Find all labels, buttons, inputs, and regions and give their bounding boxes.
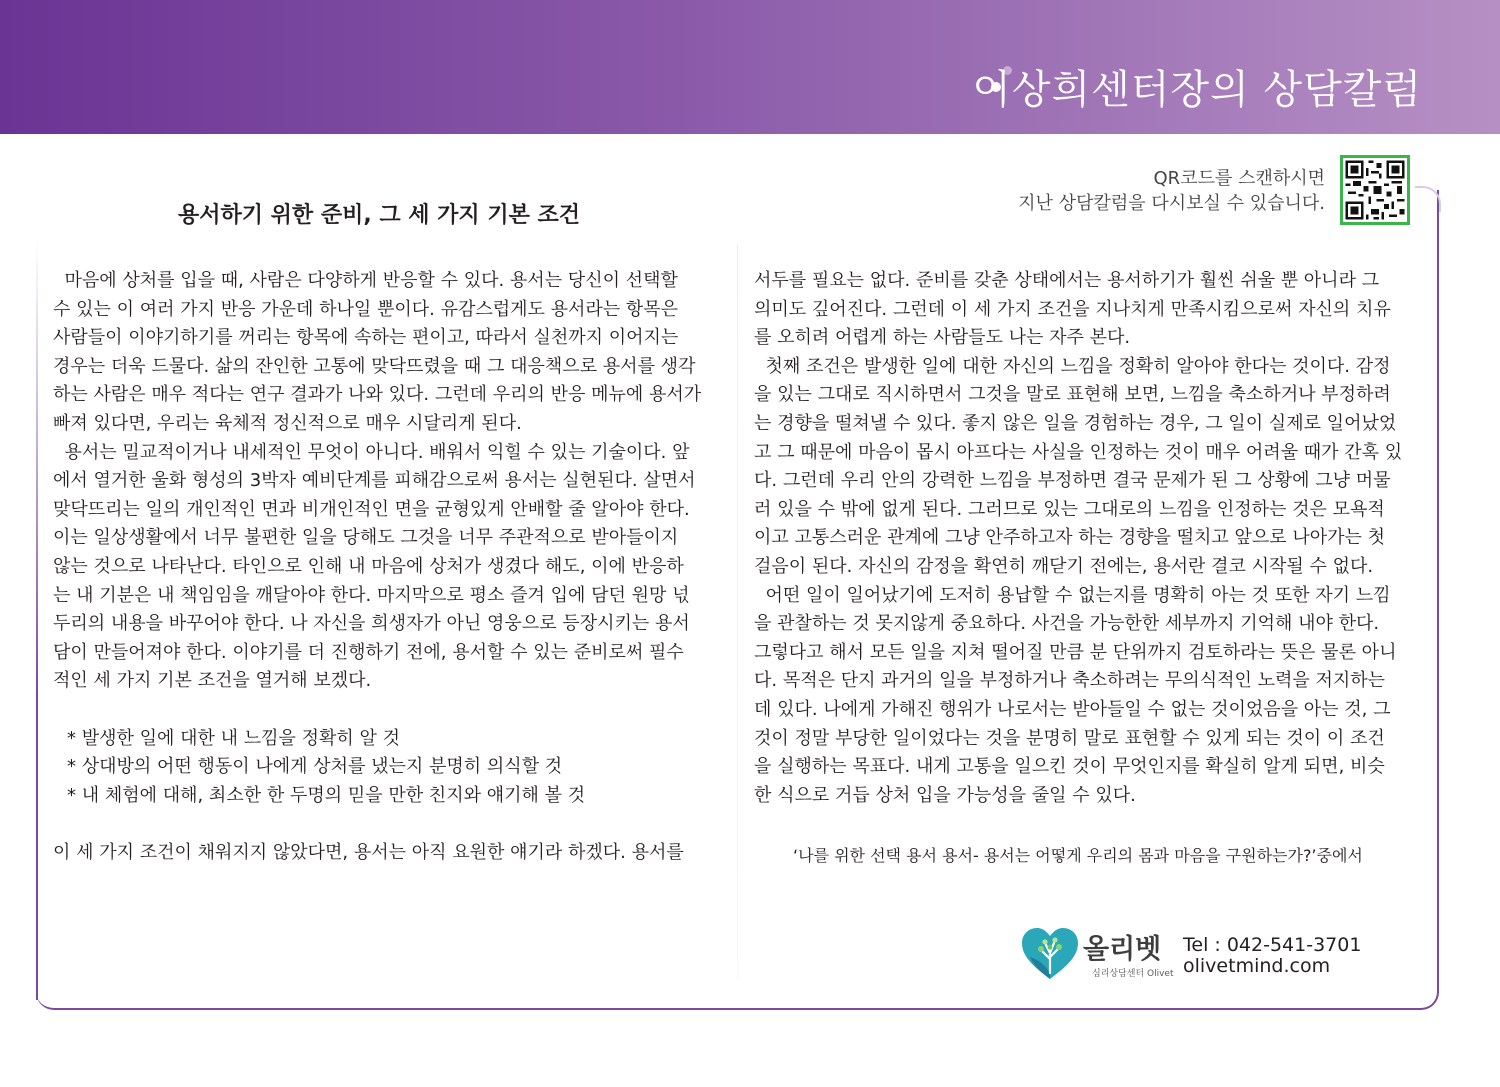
paragraph-line: 하는 사람은 매우 적다는 연구 결과가 나와 있다. 그런데 우리의 반응 메뉴에 용서가 bbox=[53, 384, 702, 406]
paragraph-line: 다. 그런데 우리 안의 강력한 느낌을 부정하면 결국 문제가 된 그 상황에 그냥 머물 bbox=[754, 470, 1391, 492]
paragraph-line: 는 경향을 떨쳐낼 수 있다. 좋지 않은 일을 경험하는 경우, 그 일이 실제로 일어났었 bbox=[754, 412, 1397, 434]
paragraph-line: 것이 정말 부당한 일이었다는 것을 분명히 말로 표현할 수 있게 되는 것이 이 조건 bbox=[754, 727, 1385, 749]
condition-list-item: * 상대방의 어떤 행동이 나에게 상처를 냈는지 분명히 의식할 것 bbox=[67, 756, 563, 778]
paragraph-line: 에서 열거한 울화 형성의 3박자 예비단계를 피해감으로써 용서는 실현된다. 살면서 bbox=[53, 470, 696, 492]
paragraph-line: 이는 일상생활에서 너무 불편한 일을 당해도 그것을 너무 주관적으로 받아들이지 bbox=[53, 527, 679, 549]
paragraph-line: 서두를 필요는 없다. 준비를 갖춘 상태에서는 용서하기가 훨씬 쉬울 뿐 아니라 그 bbox=[754, 270, 1380, 291]
paragraph-line: 는 내 기분은 내 책임임을 깨달아야 한다. 마지막으로 평소 즐겨 입에 담던 원망 넋 bbox=[53, 584, 690, 606]
paragraph-line: 을 관찰하는 것 못지않게 중요하다. 사건을 가능한한 세부까지 기억해 내야 한다. bbox=[754, 613, 1380, 635]
website-link[interactable]: olivetmind.com bbox=[1183, 955, 1331, 977]
paragraph-line: 를 오히려 어렵게 하는 사람들도 나는 자주 본다. bbox=[754, 327, 1131, 349]
column-divider bbox=[737, 245, 738, 980]
paragraph-line: 이고 고통스러운 관계에 그냥 안주하고자 하는 경향을 떨치고 앞으로 나아가는 첫 bbox=[754, 527, 1386, 549]
paragraph-gap bbox=[53, 696, 719, 725]
paragraph-line: 데 있다. 나에게 가해진 행위가 나로서는 받아들일 수 없는 것이었음을 아는 것, 그 bbox=[754, 698, 1391, 720]
paragraph-line: 빠져 있다면, 우리는 육체적 정신적으로 매우 시달리게 된다. bbox=[53, 412, 522, 434]
heart-tree-logo-icon[interactable] bbox=[1021, 927, 1079, 981]
header-banner bbox=[0, 0, 1500, 134]
qr-code-pattern bbox=[1343, 158, 1407, 222]
article-title: 용서하기 위한 준비, 그 세 가지 기본 조건 bbox=[178, 203, 581, 228]
logo-graphic bbox=[1021, 927, 1079, 981]
paragraph-line: 이 세 가지 조건이 채워지지 않았다면, 용서는 아직 요원한 얘기라 하겠다. 용서를 bbox=[53, 841, 684, 863]
source-citation: ‘나를 위한 선택 용서 용서- 용서는 어떻게 우리의 몸과 마음을 구원하는가?’중에서 bbox=[793, 846, 1363, 865]
condition-list-item: * 발생한 일에 대한 내 느낌을 정확히 알 것 bbox=[67, 727, 400, 749]
paragraph-line: 맞닥뜨리는 일의 개인적인 면과 비개인적인 면을 균형있게 안배할 줄 알아야 한다. bbox=[53, 498, 690, 520]
paragraph-line: 담이 만들어져야 한다. 이야기를 더 진행하기 전에, 용서할 수 있는 준비로써 필수 bbox=[53, 641, 684, 663]
paragraph-line: 용서는 밀교적이거나 내세적인 무엇이 아니다. 배워서 익힐 수 있는 기술이다. 앞 bbox=[53, 441, 690, 463]
column-series-title: 이상희센터장의 상담칼럼 bbox=[972, 67, 1422, 113]
article-right-column bbox=[754, 267, 1416, 810]
paragraph-gap bbox=[53, 810, 719, 839]
paragraph-line: 을 실행하는 목표다. 내게 고통을 일으킨 것이 무엇인지를 확실히 알게 되면, 비슷 bbox=[754, 756, 1385, 778]
qr-note-line2: 지난 상담칼럼을 다시보실 수 있습니다. bbox=[1018, 193, 1325, 214]
paragraph-line: 한 식으로 거듭 상처 입을 가능성을 줄일 수 있다. bbox=[754, 784, 1136, 806]
paragraph-line: 마음에 상처를 입을 때, 사람은 다양하게 반응할 수 있다. 용서는 당신이 선택할 bbox=[53, 270, 678, 291]
paragraph-line: 을 있는 그대로 직시하면서 그것을 말로 표현해 보면, 느낌을 축소하거나 부정하려 bbox=[754, 384, 1391, 406]
paragraph-line: 적인 세 가지 기본 조건을 열거해 보겠다. bbox=[53, 670, 372, 692]
paragraph-line: 경우는 더욱 드물다. 삶의 잔인한 고통에 맞닥뜨렸을 때 그 대응책으로 용서를 생각 bbox=[53, 355, 696, 377]
qr-code-icon[interactable] bbox=[1340, 155, 1410, 225]
contact-phone: Tel : 042-541-3701 bbox=[1183, 934, 1362, 956]
paragraph-line: 두리의 내용을 바꾸어야 한다. 나 자신을 희생자가 아닌 영웅으로 등장시키는 용서 bbox=[53, 613, 690, 635]
paragraph-line: 첫째 조건은 발생한 일에 대한 자신의 느낌을 정확히 알아야 한다는 것이다. 감정 bbox=[754, 355, 1391, 377]
paragraph-line: 러 있을 수 밖에 없게 된다. 그러므로 있는 그대로의 느낌을 인정하는 것은 모욕적 bbox=[754, 498, 1385, 520]
paragraph-line: 않는 것으로 나타난다. 타인으로 인해 내 마음에 상처가 생겼다 해도, 이에 반응하 bbox=[53, 555, 684, 577]
article-left-column bbox=[53, 267, 719, 867]
paragraph-line: 고 그 때문에 마음이 몹시 아프다는 사실을 인정하는 것이 매우 어려울 때가 간혹 있 bbox=[754, 441, 1403, 463]
brand-subtitle: 심리상담센터 Olivet bbox=[1092, 969, 1174, 979]
paragraph-line: 사람들이 이야기하기를 꺼리는 항목에 속하는 편이고, 따라서 실천까지 이어지는 bbox=[53, 327, 679, 349]
paragraph-line: 수 있는 이 여러 가지 반응 가운데 하나일 뿐이다. 유감스럽게도 용서라는 항목은 bbox=[53, 298, 679, 320]
paragraph-line: 걸음이 된다. 자신의 감정을 확연히 깨닫기 전에는, 용서란 결코 시작될 수 없다. bbox=[754, 555, 1374, 577]
qr-note bbox=[1018, 166, 1325, 216]
paragraph-line: 어떤 일이 일어났기에 도저히 용납할 수 없는지를 명확히 아는 것 또한 자기 느낌 bbox=[754, 584, 1391, 606]
brand-name: 올리벳 bbox=[1083, 934, 1162, 965]
qr-note-line1: QR코드를 스캔하시면 bbox=[1153, 168, 1325, 189]
condition-list-item: * 내 체험에 대해, 최소한 한 두명의 믿을 만한 친지와 얘기해 볼 것 bbox=[67, 784, 586, 806]
paragraph-line: 그렇다고 해서 모든 일을 지쳐 떨어질 만큼 분 단위까지 검토하라는 뜻은 물론 아니 bbox=[754, 641, 1397, 663]
paragraph-line: 다. 목적은 단지 과거의 일을 부정하거나 축소하려는 무의식적인 노력을 저지하는 bbox=[754, 670, 1386, 692]
paragraph-line: 의미도 깊어진다. 그런데 이 세 가지 조건을 지나치게 만족시킴으로써 자신의 치유 bbox=[754, 298, 1391, 320]
panel-left-border bbox=[36, 240, 38, 1000]
